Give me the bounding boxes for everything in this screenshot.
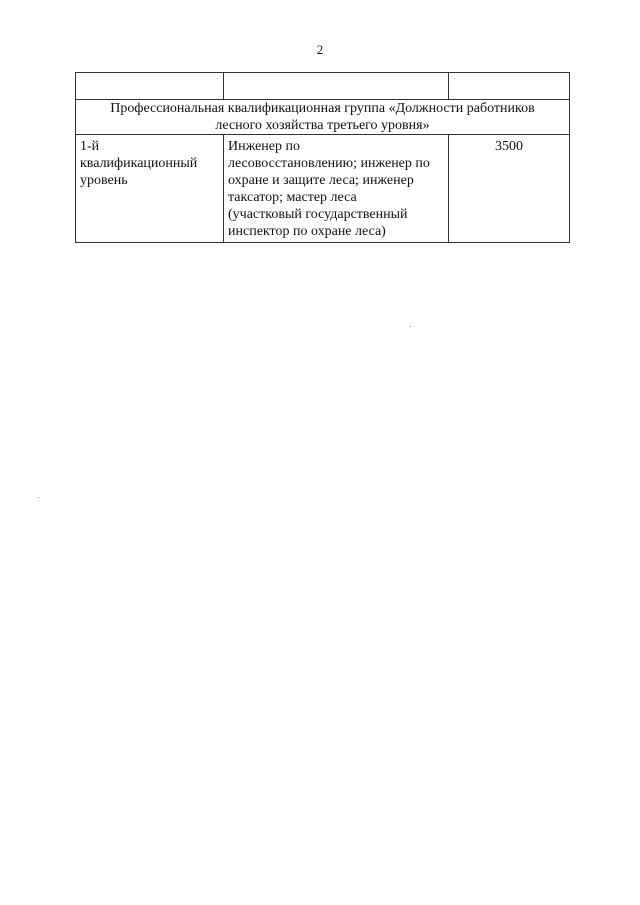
table-header-row — [76, 73, 570, 100]
positions-line-1: Инженер по — [228, 139, 301, 154]
positions-cell — [224, 135, 449, 243]
group-heading-row — [76, 100, 570, 135]
amount-cell: 3500 — [449, 135, 570, 243]
header-cell-2 — [224, 73, 449, 100]
scan-speck — [410, 326, 411, 327]
header-cell-1 — [76, 73, 224, 100]
level-line-3: уровень — [80, 173, 128, 188]
group-heading-line-1: Профессиональная квалификационная группа «Должности работников — [110, 101, 535, 116]
group-heading-line-2: лесного хозяйства третьего уровня» — [215, 118, 430, 133]
page-number: 2 — [316, 42, 324, 57]
positions-line-6: инспектор по охране леса) — [228, 224, 386, 239]
qualification-level-cell — [76, 135, 224, 243]
group-heading — [76, 100, 570, 135]
positions-line-5: (участковый государственный — [228, 207, 408, 222]
level-line-1: 1-й — [80, 139, 100, 154]
level-line-2: квалификационный — [80, 156, 198, 171]
positions-line-3: охране и защите леса; инженер — [228, 173, 414, 188]
table-row — [76, 135, 570, 243]
header-cell-3 — [449, 73, 570, 100]
positions-line-4: таксатор; мастер леса — [228, 190, 357, 205]
scan-speck — [38, 497, 39, 498]
positions-line-2: лесовосстановлению; инженер по — [228, 156, 430, 171]
salary-table — [75, 72, 570, 243]
